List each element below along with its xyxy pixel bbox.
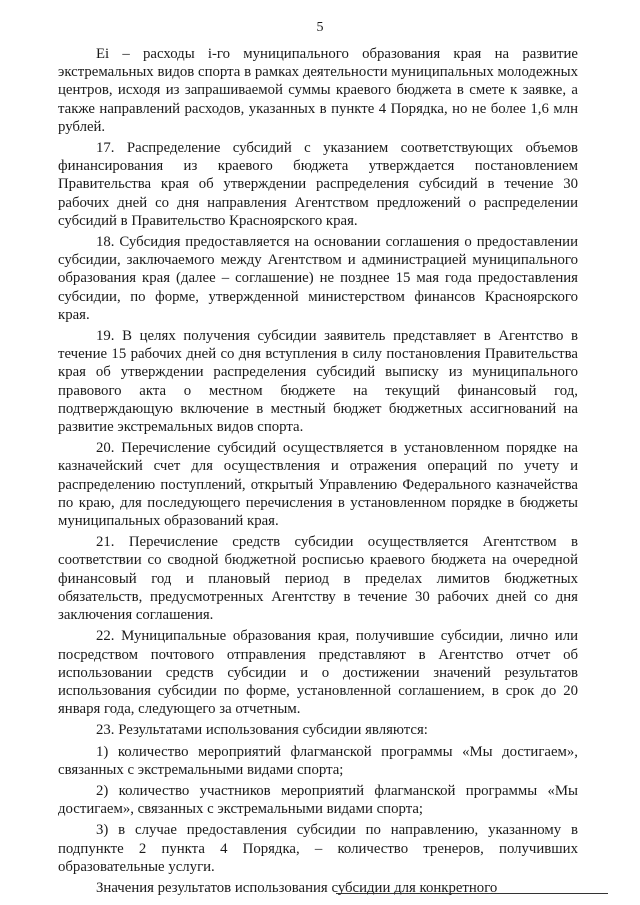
footer-rule: [336, 893, 608, 894]
paragraph-23-item-1: 1) количество мероприятий флагманской программы «Мы достигаем», связанных с экстремальными видами спорта;: [58, 743, 578, 778]
paragraph-23: 23. Результатами использования субсидии являются:: [96, 722, 428, 739]
paragraph-22: 22. Муниципальные образования края, получившие субсидии, лично или посредством почтового отправления представляют в Агентство отчет об использовании средств субсидии и о достижении значений результатов использования субсидии по форме, установленной соглашением, в срок до 20 января года, следующего за отчетным.: [58, 628, 578, 718]
paragraph-ei: Ei – расходы i-го муниципального образования края на развитие экстремальных видов спорта в рамках деятельности муниципальных молодежных центров, исходя из запрашиваемой суммы краевого бюджета в смете к заявке, а также направлений расходов, указанных в пункте 4 Порядка, но не более 1,6 млн рублей.: [58, 46, 578, 135]
paragraph-23-item-2: 2) количество участников мероприятий флагманской программы «Мы достигаем», связанных с экстремальными видами спорта;: [58, 782, 578, 818]
paragraph-continued: Значения результатов использования субсидии для конкретного: [96, 879, 498, 896]
paragraph-19: 19. В целях получения субсидии заявитель представляет в Агентство в течение 15 рабочих дней со дня вступления в силу постановления Правительства края об утверждении распределения субсидий выписку из муниципального правового акта о местном бюджете на текущий финансовый год, подтверждающую включение в местный бюджет бюджетных ассигнований на развитие экстремальных видов спорта.: [58, 328, 578, 436]
paragraph-17: 17. Распределение субсидий с указанием соответствующих объемов финансирования из краевого бюджета утверждается постановлением Правительства края об утверждении распределения субсидий в течение 30 рабочих дней со дня направления Агентством предложений о распределении субсидий в Правительство Красноярского края.: [58, 140, 578, 229]
paragraph-20: 20. Перечисление субсидий осуществляется в установленном порядке на казначейский счет для осуществления и отражения операций по учету и распределению поступлений, открытый Управлению Федерального казначейства по краю, для последующего перечисления в установленном порядке в бюджеты муниципальных образований края.: [58, 440, 578, 530]
paragraph-23-item-3: 3) в случае предоставления субсидии по направлению, указанному в подпункте 2 пункта 4 Порядка, – количество тренеров, получивших образовательные услуги.: [58, 822, 578, 875]
page-number: 5: [316, 20, 324, 35]
paragraph-21: 21. Перечисление средств субсидии осуществляется Агентством в соответствии со сводной бюджетной росписью краевого бюджета на очередной финансовый год и плановый период в пределах лимитов бюджетных обязательств, предусмотренных Агентству в течение 30 рабочих дней со дня заключения соглашения.: [58, 534, 578, 624]
paragraph-18: 18. Субсидия предоставляется на основании соглашения о предоставлении субсидии, заключаемого между Агентством и администрацией муниципального образования края (далее – соглашение) не позднее 15 мая года предоставления субсидии, по форме, утвержденной министерством финансов Красноярского края.: [58, 234, 578, 323]
document-body: [58, 45, 578, 900]
